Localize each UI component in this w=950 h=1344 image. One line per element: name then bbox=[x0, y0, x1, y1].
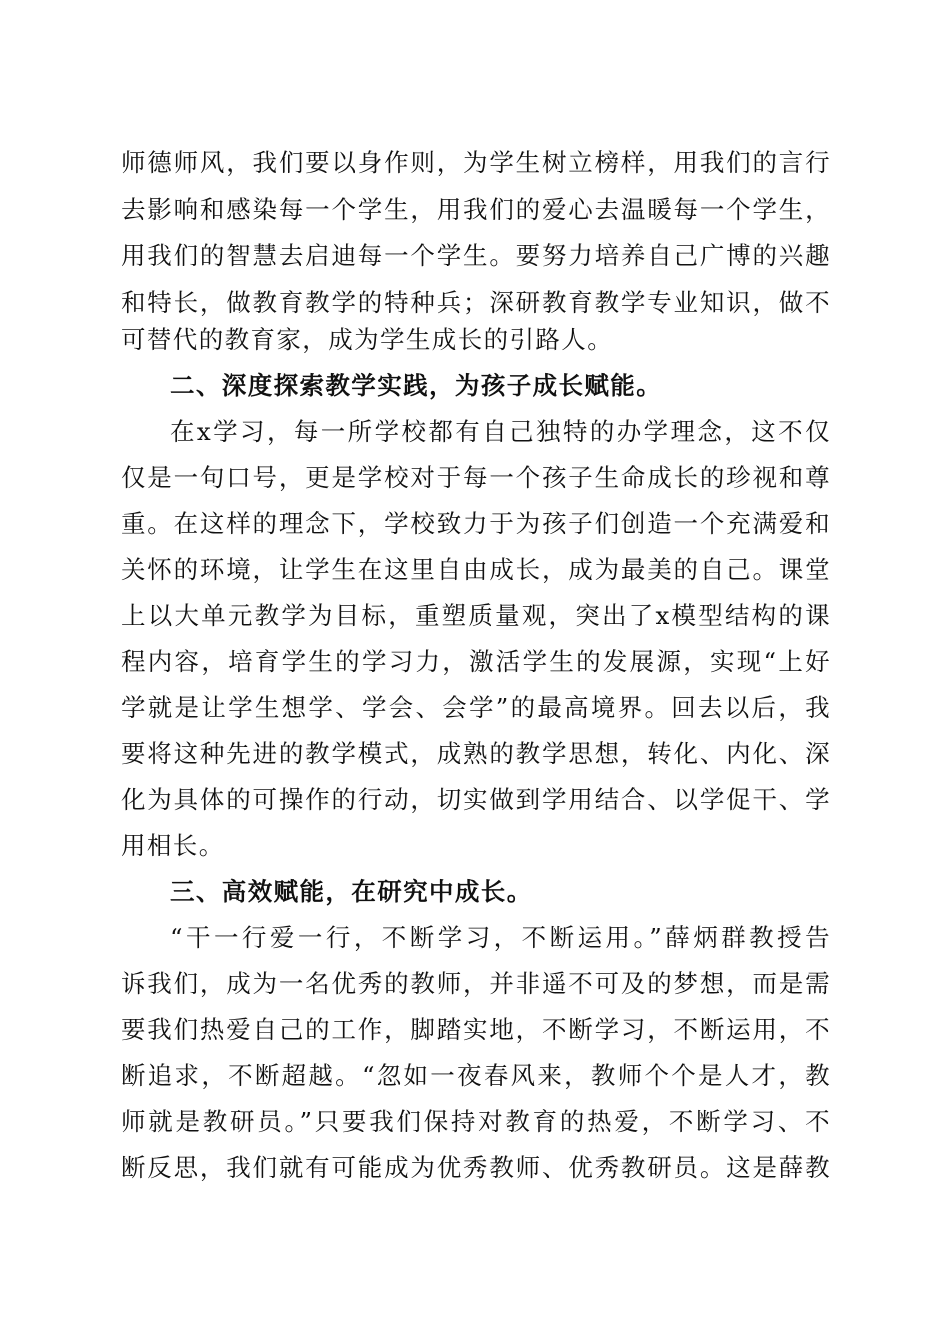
section-heading-3: 三、高效赋能，在研究中成长。 bbox=[170, 877, 533, 906]
paragraph-line: 师就是教研员。”只要我们保持对教育的热爱，不断学习、不 bbox=[121, 1107, 831, 1136]
paragraph-line: “干一行爱一行，不断学习，不断运用。”薛炳群教授告 bbox=[170, 923, 831, 952]
paragraph-line: 重。在这样的理念下，学校致力于为孩子们创造一个充满爱和 bbox=[121, 509, 831, 538]
paragraph-line: 上以大单元教学为目标，重塑质量观，突出了x模型结构的课 bbox=[121, 601, 831, 630]
paragraph-line: 去影响和感染每一个学生，用我们的爱心去温暖每一个学生， bbox=[121, 195, 831, 224]
paragraph-line: 断追求，不断超越。“忽如一夜春风来，教师个个是人才，教 bbox=[121, 1061, 831, 1090]
paragraph-line: 要将这种先进的教学模式，成熟的教学思想，转化、内化、深 bbox=[121, 739, 831, 768]
paragraph-line: 可替代的教育家，成为学生成长的引路人。 bbox=[121, 325, 614, 354]
paragraph-line: 和特长，做教育教学的特种兵；深研教育教学专业知识，做不 bbox=[121, 288, 831, 317]
paragraph-line: 在x学习，每一所学校都有自己独特的办学理念，这不仅 bbox=[170, 417, 831, 446]
section-heading-2: 二、深度探索教学实践，为孩子成长赋能。 bbox=[170, 371, 663, 400]
paragraph-line: 程内容，培育学生的学习力，激活学生的发展源，实现“上好 bbox=[121, 647, 831, 676]
paragraph-line: 用相长。 bbox=[121, 831, 225, 860]
paragraph-line: 要我们热爱自己的工作，脚踏实地，不断学习，不断运用，不 bbox=[121, 1015, 831, 1044]
paragraph-line: 断反思，我们就有可能成为优秀教师、优秀教研员。这是薛教 bbox=[121, 1153, 831, 1182]
paragraph-line: 仅是一句口号，更是学校对于每一个孩子生命成长的珍视和尊 bbox=[121, 463, 831, 492]
paragraph-line: 师德师风，我们要以身作则，为学生树立榜样，用我们的言行 bbox=[121, 148, 831, 177]
paragraph-line: 学就是让学生想学、学会、会学”的最高境界。回去以后，我 bbox=[121, 693, 831, 722]
paragraph-line: 诉我们，成为一名优秀的教师，并非遥不可及的梦想，而是需 bbox=[121, 969, 831, 998]
paragraph-line: 关怀的环境，让学生在这里自由成长，成为最美的自己。课堂 bbox=[121, 555, 831, 584]
paragraph-line: 化为具体的可操作的行动，切实做到学用结合、以学促干、学 bbox=[121, 785, 831, 814]
paragraph-line: 用我们的智慧去启迪每一个学生。要努力培养自己广博的兴趣 bbox=[121, 241, 831, 270]
